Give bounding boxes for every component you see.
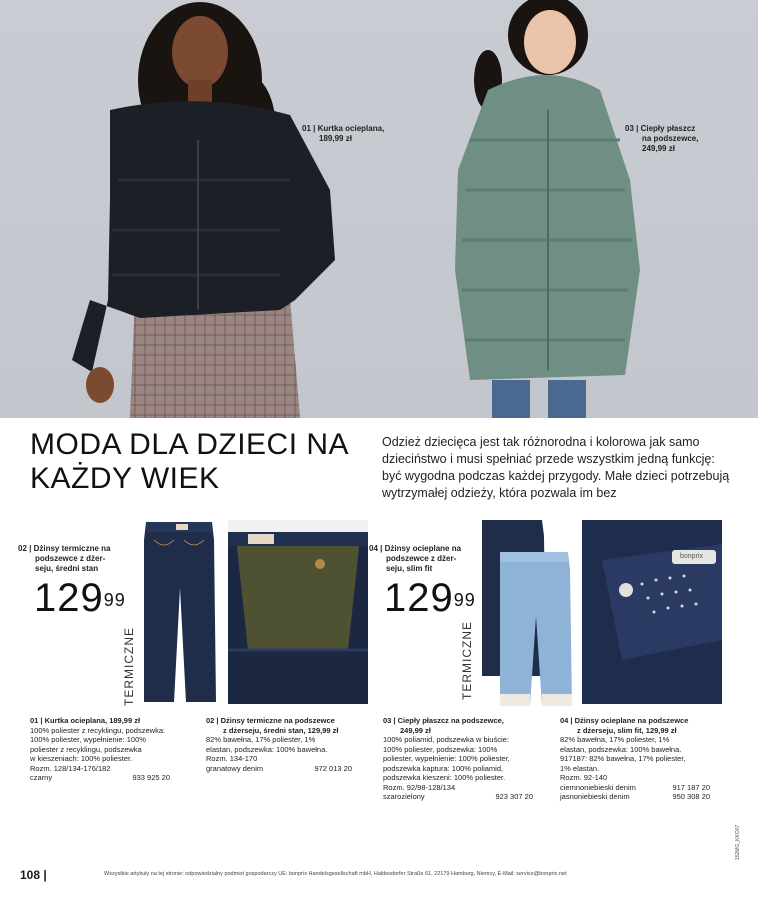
product-01-title: 01 | Kurtka ocieplana, 189,99 zł — [30, 716, 141, 725]
callout-jacket-name: Kurtka ocieplana, — [317, 124, 385, 133]
jeans-04-image — [476, 516, 576, 708]
product-04-title2: z dżerseju, slim fit, 129,99 zł — [577, 725, 677, 735]
offer-02-price-int: 129 — [34, 576, 104, 620]
hero-illustration — [0, 0, 758, 418]
offer-04-vertical-label: TERMICZNE — [460, 621, 474, 700]
offer-02-price-dec: 99 — [103, 590, 126, 610]
product-02-line: elastan, podszewka: 100% bawełna. — [206, 744, 328, 754]
jeans-02-closeup-illustration — [228, 520, 368, 704]
product-01-line: Rozm. 128/134-176/182 — [30, 763, 111, 773]
offer-04-number: 04 — [369, 544, 378, 553]
variant-name: szarozielony — [383, 792, 425, 801]
variant-code: 917 187 20 — [672, 782, 710, 792]
product-04-title: 04 | Dżinsy ocieplane na podszewce — [560, 716, 689, 725]
product-04-description — [560, 716, 710, 802]
product-02-line: 82% bawełna, 17% poliester, 1% — [206, 735, 316, 744]
product-01-line: w kieszeniach: 100% poliester. — [30, 754, 133, 763]
product-02-title2: z dżerseju, średni stan, 129,99 zł — [223, 725, 339, 735]
offer-04-price-int: 129 — [384, 576, 454, 620]
variant-code: 933 925 20 — [132, 773, 170, 782]
jeans-02-closeup — [228, 520, 368, 704]
hero-photo — [0, 0, 758, 418]
product-02-line: Rozm. 134-170 — [206, 754, 258, 763]
page-number: 108 | — [20, 868, 47, 882]
offer-02-vertical-label: TERMICZNE — [122, 627, 136, 706]
offer-04-price — [384, 578, 476, 618]
product-03-title: 03 | Ciepły płaszcz na podszewce, — [383, 716, 504, 725]
page-title-line2: KAŻDY WIEK — [30, 462, 220, 495]
intro-text: Odzież dziecięca jest tak różnorodna i kolorowa jak samo dzieciństwo i musi spełniać przede wszystkim jedną funkcję: być wygodna podczas każdej przygody. Małe dzieci potrzebują wytrzymałej odzieży, która pozwala im bez — [382, 435, 730, 500]
product-02-description — [206, 716, 352, 773]
callout-jacket-price: 189,99 zł — [319, 134, 352, 143]
variant-code: 923 307 20 — [495, 792, 533, 801]
jeans-02-brand-tag — [176, 524, 188, 530]
offer-02-line3: seju, średni stan — [35, 564, 99, 573]
jeans-02-image — [140, 518, 218, 704]
callout-jacket: 01 | Kurtka ocieplana, 189,99 zł — [302, 124, 385, 143]
jeans-04-closeup-illustration — [582, 520, 722, 704]
variant-name: granatowy denim — [206, 763, 264, 773]
offer-04-line2: podszewce z dżer- — [386, 554, 457, 563]
product-03-line: poliester, wypełnienie: 100% poliester, — [383, 754, 510, 763]
callout-coat-name: Ciepły płaszcz — [640, 124, 696, 133]
product-03-line: podszewka kieszeni: 100% poliester. — [383, 773, 506, 782]
callout-coat-number: 03 — [625, 124, 634, 133]
product-01-variant — [30, 773, 170, 783]
product-02-variant — [206, 764, 352, 774]
variant-name: ciemnoniebieski denim — [560, 782, 636, 792]
variant-code: 972 013 20 — [314, 763, 352, 773]
catalog-code: 152MG_KKO07 — [735, 824, 741, 860]
product-01-description — [30, 716, 170, 783]
product-03-title2: 249,99 zł — [400, 725, 431, 735]
offer-02-price — [34, 578, 126, 618]
callout-coat-name2: na podszewce, — [642, 134, 699, 143]
callout-jacket-number: 01 — [302, 124, 311, 133]
callout-coat: 03 | Ciepły płaszcz na podszewce, 249,99 zł — [625, 124, 699, 153]
page-number-value: 108 — [20, 868, 41, 882]
offer-02-label: 02 | Dżinsy termiczne na podszewce z dżer- seju, średni stan — [18, 544, 128, 574]
offer-02-number: 02 — [18, 544, 27, 553]
jeans-04-closeup — [582, 520, 722, 704]
offer-02-line2: podszewce z dżer- — [35, 554, 106, 563]
page-title-line1: MODA DLA DZIECI NA — [30, 428, 350, 461]
variant-name: jasnoniebieski denim — [560, 792, 630, 801]
offer-04-label: 04 | Dżinsy ocieplane na podszewce z dżer- seju, slim fit — [369, 544, 479, 574]
product-03-variant — [383, 792, 533, 802]
offer-04-line3: seju, slim fit — [386, 564, 433, 573]
product-04-variant — [560, 792, 710, 802]
product-04-line: 1% elastan. — [560, 763, 600, 773]
jeans-04-brand-tag: bonprix — [680, 553, 703, 560]
variant-code: 950 308 20 — [672, 792, 710, 801]
product-04-line: Rozm. 92-140 — [560, 773, 608, 782]
offer-02-line1: Dżinsy termiczne na — [33, 544, 111, 553]
product-04-variant — [560, 783, 710, 793]
model-green-coat — [455, 0, 640, 418]
legal-notice: Wszystkie artykuły na tej stronie: odpowiedzialny podmiot gospodarczy UE: bonprix Handelsgesellschaft mbH, Haldesdorfer Straße 61, 22179 Hamburg, Niemcy, E-Mail: service@bonprix.net — [104, 871, 567, 877]
product-04-line: 82% bawełna, 17% poliester, 1% — [560, 735, 670, 744]
product-03-line: podszewka kaptura: 100% poliamid, — [383, 763, 504, 773]
product-01-line: 100% poliester z recyklingu, podszewka: — [30, 725, 166, 735]
product-04-line: elastan, podszewka: 100% bawełna. — [560, 744, 682, 754]
product-03-line: Rozm. 92/98-128/134 — [383, 782, 456, 792]
product-02-title: 02 | Dżinsy termiczne na podszewce — [206, 716, 335, 725]
product-03-line: 100% poliester, podszewka: 100% — [383, 744, 498, 754]
callout-coat-price: 249,99 zł — [642, 144, 675, 153]
model-black-jacket — [72, 2, 335, 418]
variant-name: czarny — [30, 773, 53, 782]
offer-04-line1: Dżinsy ocieplane na — [384, 544, 462, 553]
offer-04-price-dec: 99 — [453, 590, 476, 610]
product-03-description — [383, 716, 533, 802]
product-01-line: poliester z recyklingu, podszewka — [30, 744, 142, 754]
product-03-line: 100% poliamid, podszewka w biuście: — [383, 735, 509, 744]
product-04-line: 917187: 82% bawełna, 17% poliester, — [560, 754, 686, 763]
page-title — [30, 428, 370, 496]
product-01-line: 100% poliester, wypełnienie: 100% — [30, 735, 146, 744]
